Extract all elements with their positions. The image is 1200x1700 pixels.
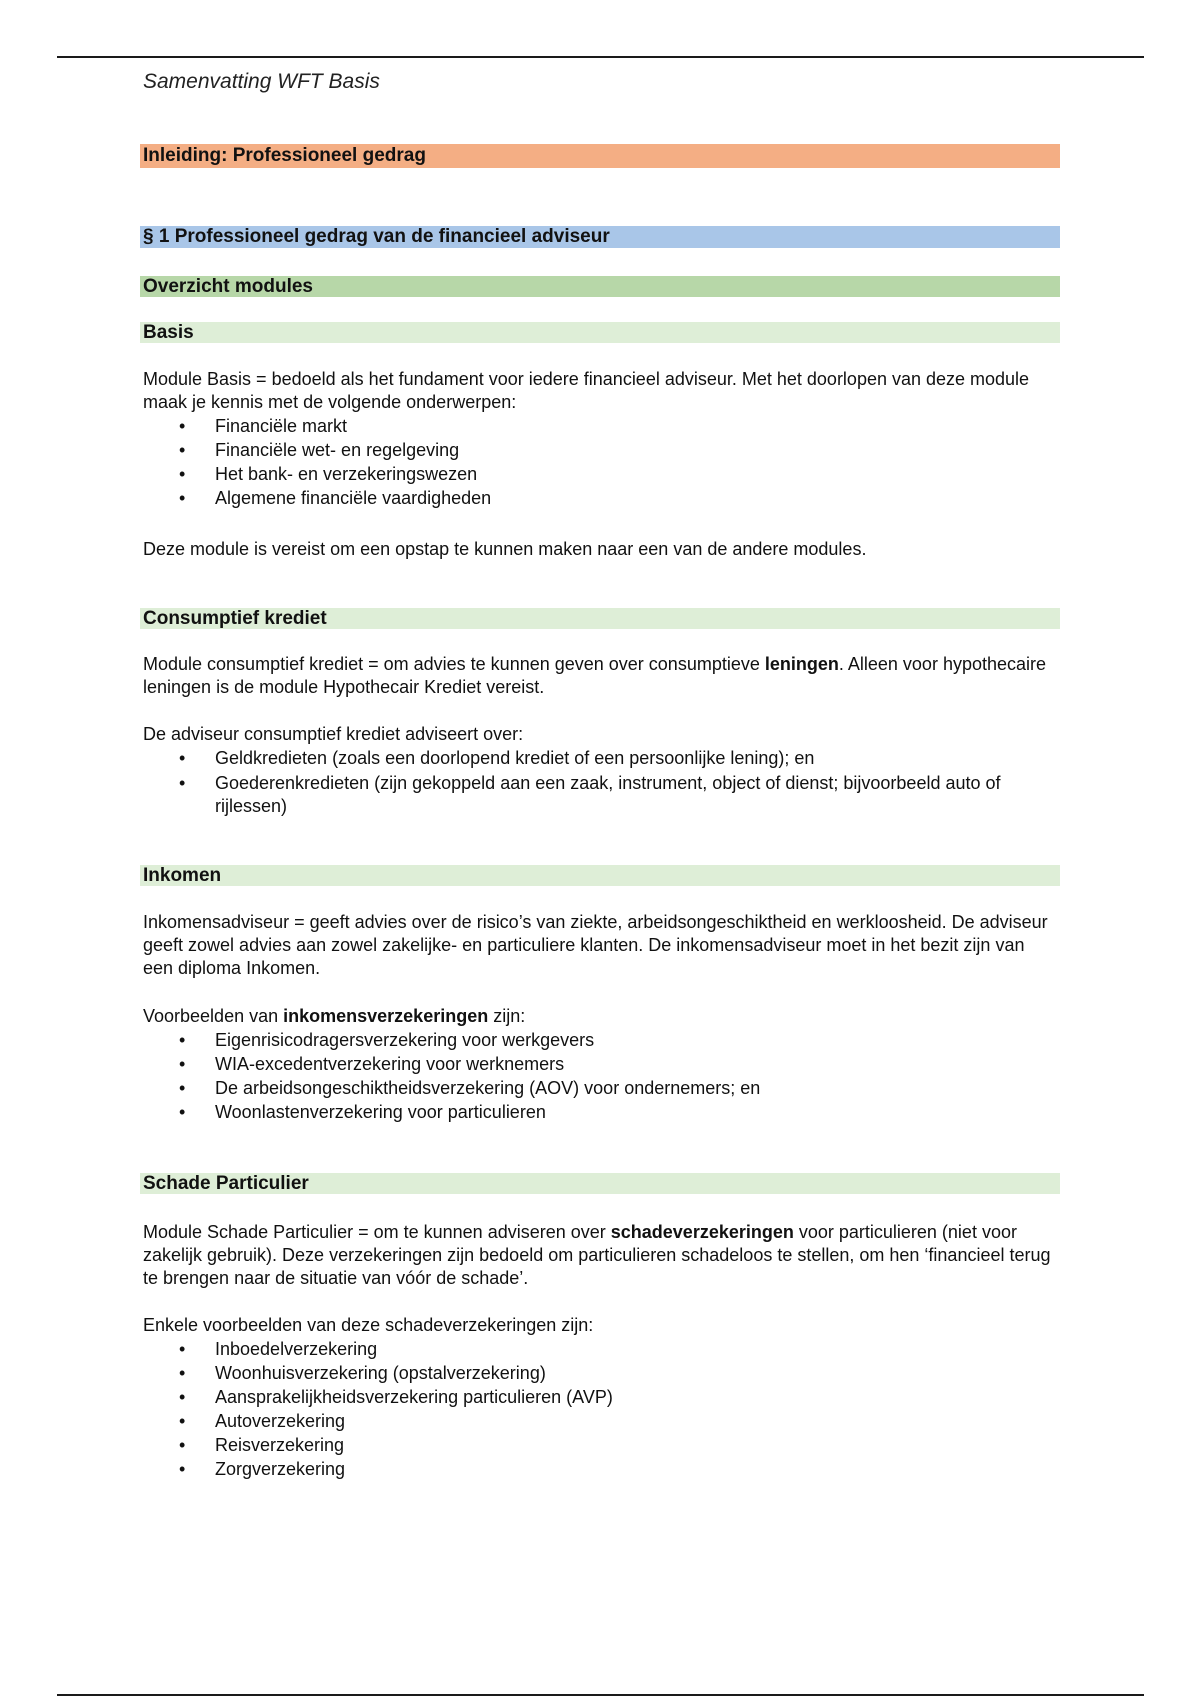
consumptief-intro-bold: leningen bbox=[764, 654, 839, 674]
consumptief-heading: Consumptief krediet bbox=[140, 608, 1060, 629]
list-item: • Financiële markt bbox=[143, 414, 1058, 438]
consumptief-block bbox=[143, 723, 1058, 818]
list-item: • Woonhuisverzekering (opstalverzekering) bbox=[143, 1361, 1058, 1385]
list-item: • Financiële wet- en regelgeving bbox=[143, 438, 1058, 462]
schade-intro-start: Module Schade Particulier = om te kunnen adviseren over bbox=[143, 1222, 611, 1242]
bottom-rule bbox=[57, 1694, 1144, 1696]
schade-list bbox=[143, 1337, 1058, 1481]
basis-intro: Module Basis = bedoeld als het fundament voor iedere financieel adviseur. Met het doorlopen van deze module maak je kennis met de volgende onderwerpen: bbox=[143, 369, 1030, 412]
list-item: • Algemene financiële vaardigheden bbox=[143, 486, 1058, 510]
list-item: • Goederenkredieten (zijn gekoppeld aan een zaak, instrument, object of dienst; bijvoorbeeld auto of rijlessen) bbox=[143, 772, 1058, 818]
consumptief-intro bbox=[143, 653, 1058, 699]
consumptief-intro-start: Module consumptief krediet = om advies te kunnen geven over consumptieve bbox=[143, 654, 765, 674]
list-item: • Eigenrisicodragersverzekering voor werkgevers bbox=[143, 1028, 1058, 1052]
inkomen-block bbox=[143, 1005, 1058, 1124]
list-item: • Zorgverzekering bbox=[143, 1457, 1058, 1481]
schade-heading: Schade Particulier bbox=[140, 1173, 1060, 1194]
inkomen-list bbox=[143, 1028, 1058, 1124]
list-item: • Aansprakelijkheidsverzekering particulieren (AVP) bbox=[143, 1385, 1058, 1409]
inkomen-heading: Inkomen bbox=[140, 865, 1060, 886]
list-item: • Inboedelverzekering bbox=[143, 1337, 1058, 1361]
list-item: • Het bank- en verzekeringswezen bbox=[143, 462, 1058, 486]
list-item: • Woonlastenverzekering voor particulieren bbox=[143, 1100, 1058, 1124]
basis-block bbox=[143, 368, 1058, 510]
document-header: Samenvatting WFT Basis bbox=[143, 70, 380, 93]
basis-heading: Basis bbox=[140, 322, 1060, 343]
consumptief-intro-end: . Alleen voor hypothecaire leningen is de module Hypothecair Krediet vereist. bbox=[143, 654, 1047, 697]
schade-intro-bold: schadeverzekeringen bbox=[610, 1222, 794, 1242]
inkomen-lead-end: zijn: bbox=[488, 1006, 526, 1026]
inkomen-intro: Inkomensadviseur = geeft advies over de risico’s van ziekte, arbeidsongeschiktheid en werkloosheid. De adviseur geeft zowel advies aan zowel zakelijke- en particuliere klanten. De inkomensadviseur moet in het bezit zijn van een diploma Inkomen. bbox=[143, 912, 1048, 978]
basis-closing: Deze module is vereist om een opstap te kunnen maken naar een van de andere modules. bbox=[143, 539, 867, 559]
list-item: • Geldkredieten (zoals een doorlopend krediet of een persoonlijke lening); en bbox=[143, 746, 1058, 770]
list-item: • Autoverzekering bbox=[143, 1409, 1058, 1433]
list-item: • De arbeidsongeschiktheidsverzekering (AOV) voor ondernemers; en bbox=[143, 1076, 1058, 1100]
inkomen-lead-start: Voorbeelden van bbox=[143, 1006, 284, 1026]
list-item: • WIA-excedentverzekering voor werknemers bbox=[143, 1052, 1058, 1076]
list-item: • Reisverzekering bbox=[143, 1433, 1058, 1457]
inkomen-lead-bold: inkomensverzekeringen bbox=[283, 1006, 489, 1026]
schade-lead: Enkele voorbeelden van deze schadeverzekeringen zijn: bbox=[143, 1315, 594, 1335]
consumptief-lead: De adviseur consumptief krediet adviseert over: bbox=[143, 724, 524, 744]
basis-list bbox=[143, 414, 1058, 510]
top-rule bbox=[57, 56, 1144, 58]
section-heading: § 1 Professioneel gedrag van de financieel adviseur bbox=[140, 226, 1060, 248]
schade-intro-end: voor particulieren (niet voor zakelijk gebruik). Deze verzekeringen zijn bedoeld om particulieren schadeloos te stellen, om hen ‘financieel terug te brengen naar de situatie van vóór de schade’. bbox=[143, 1222, 1051, 1288]
overview-heading: Overzicht modules bbox=[140, 276, 1060, 297]
consumptief-list bbox=[143, 746, 1058, 818]
chapter-heading: Inleiding: Professioneel gedrag bbox=[140, 144, 1060, 168]
schade-intro bbox=[143, 1221, 1058, 1290]
schade-block bbox=[143, 1314, 1058, 1481]
